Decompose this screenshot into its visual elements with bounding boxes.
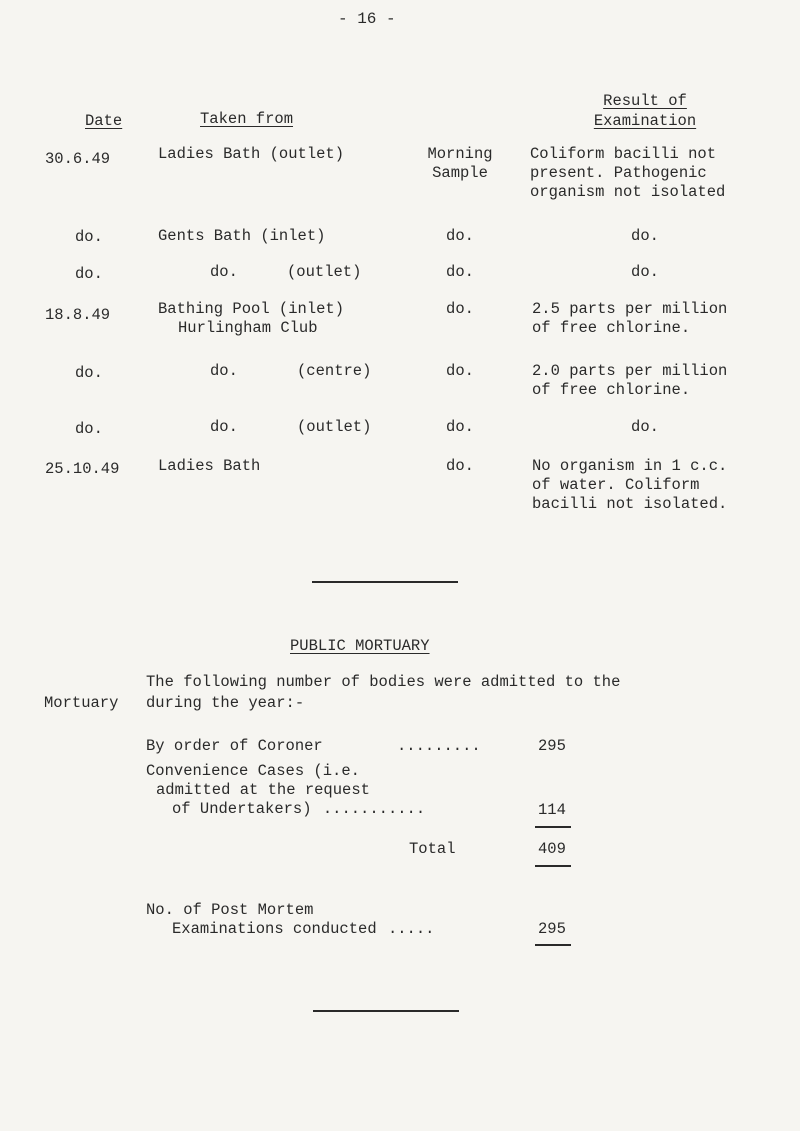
coroner-value: 295 — [538, 737, 566, 755]
row6-sample: do. — [446, 418, 474, 436]
row3-result: do. — [631, 263, 659, 281]
row6-taken-from-do: do. — [210, 418, 238, 436]
row7-date: 25.10.49 — [45, 460, 120, 478]
total-rule — [535, 865, 571, 867]
row2-date: do. — [75, 228, 103, 246]
coroner-dots: ......... — [397, 737, 481, 755]
row4-date: 18.8.49 — [45, 306, 111, 324]
row2-taken-from: Gents Bath (inlet) — [158, 227, 326, 245]
row3-date: do. — [75, 265, 103, 283]
postmortem-label: No. of Post Mortem Examinations conducted ..... — [146, 901, 435, 938]
header-date: Date — [85, 112, 123, 130]
mortuary-intro-line1: The following number of bodies were admitted to the — [146, 673, 621, 691]
row1-sample: Morning Sample — [427, 145, 493, 182]
row5-taken-from-part: (centre) — [297, 362, 372, 380]
convenience-label: Convenience Cases (i.e. admitted at the request of Undertakers) ........... — [146, 762, 426, 818]
row2-sample: do. — [446, 227, 474, 245]
total-value: 409 — [538, 840, 566, 858]
row6-date: do. — [75, 420, 103, 438]
row4-taken-from: Bathing Pool (inlet) Hurlingham Club — [158, 300, 345, 337]
header-result-line2: Examination — [593, 112, 697, 130]
section-divider — [312, 581, 458, 583]
bottom-divider — [313, 1010, 459, 1012]
row4-sample: do. — [446, 300, 474, 318]
mortuary-intro-label: Mortuary — [44, 694, 119, 712]
row7-result: No organism in 1 c.c. of water. Coliform bacilli not isolated. — [532, 457, 728, 513]
row5-result: 2.0 parts per million of free chlorine. — [532, 362, 728, 399]
coroner-label: By order of Coroner — [146, 737, 323, 755]
subtotal-rule — [535, 826, 571, 828]
row6-result: do. — [631, 418, 659, 436]
postmortem-rule — [535, 944, 571, 946]
row1-taken-from: Ladies Bath (outlet) — [158, 145, 345, 163]
total-label: Total — [409, 840, 456, 858]
mortuary-heading: PUBLIC MORTUARY — [290, 637, 430, 655]
row5-date: do. — [75, 364, 103, 382]
convenience-value: 114 — [538, 801, 566, 819]
row1-date: 30.6.49 — [45, 150, 111, 168]
row1-result: Coliform bacilli not present. Pathogenic organism not isolated — [530, 145, 726, 201]
row4-result: 2.5 parts per million of free chlorine. — [532, 300, 728, 337]
row6-taken-from-part: (outlet) — [297, 418, 372, 436]
row2-result: do. — [631, 227, 659, 245]
row3-sample: do. — [446, 263, 474, 281]
row3-taken-from-do: do. — [210, 263, 238, 281]
header-result-line1: Result of — [603, 92, 687, 110]
postmortem-value: 295 — [538, 920, 566, 938]
mortuary-intro-line2: during the year:- — [146, 694, 305, 712]
page-number: - 16 - — [338, 10, 396, 28]
row5-taken-from-do: do. — [210, 362, 238, 380]
row7-taken-from: Ladies Bath — [158, 457, 261, 475]
row7-sample: do. — [446, 457, 474, 475]
header-taken-from: Taken from — [200, 110, 294, 128]
row3-taken-from-part: (outlet) — [287, 263, 362, 281]
row5-sample: do. — [446, 362, 474, 380]
